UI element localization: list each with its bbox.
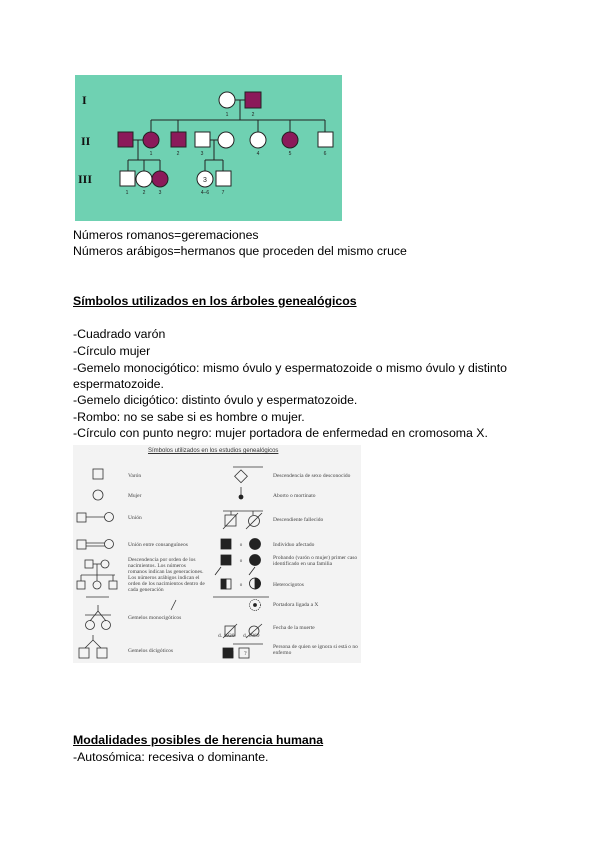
svg-text:5: 5 [288, 151, 292, 157]
symbol-item-monozygotic: -Gemelo monocigótico: mismo óvulo y espermatozoide o mismo óvulo y distinto [73, 361, 507, 375]
pedigree-tree [75, 75, 342, 221]
legend-label-unknown-sex: Descendencia de sexo desconocido [273, 473, 351, 479]
symbols-heading: Símbolos utilizados en los árboles genealógicos [73, 294, 357, 308]
gen2-spouse-female [218, 132, 234, 148]
legend-union-symbol [105, 513, 114, 522]
pedigree-figure [75, 75, 342, 221]
svg-text:3: 3 [203, 177, 207, 184]
svg-text:1: 1 [225, 112, 229, 118]
legend-label-x-carrier: Portadora ligada a X [273, 602, 319, 608]
svg-text:o: o [239, 559, 243, 564]
gen2-male-2 [171, 132, 186, 147]
symbol-item-dizygotic: -Gemelo dicigótico: distinto óvulo y espermatozoide. [73, 393, 358, 407]
legend-label-deceased: Descendiente fallecido [273, 517, 324, 523]
symbol-item-monozygotic-cont: espermatozoide. [73, 377, 164, 391]
svg-text:6: 6 [323, 151, 327, 157]
gen2-male-6 [318, 132, 333, 147]
symbols-legend-figure [73, 445, 361, 663]
legend-question-mark: ? [244, 651, 247, 657]
svg-text:7: 7 [221, 190, 225, 196]
legend-death-date-2: d. 1969 [243, 633, 260, 639]
svg-text:2: 2 [142, 190, 146, 196]
legend-label-offspring-order: Descendencia por orden de los nacimientos. Los números romanos indican las generaciones. Los números arábigos indican el orden de los nacimientos dentro de cada generación [128, 557, 205, 593]
legend-label-unknown-status: Persona de quien se ignora si está o no enfermo [273, 644, 358, 656]
legend-label-dizygotic: Gemelos dicigóticos [128, 648, 174, 654]
legend-label-monozygotic: Gemelos monocigóticos [128, 615, 182, 621]
legend-label-female: Mujer [128, 493, 142, 499]
legend-label-abortion: Aborto o mortinato [273, 493, 316, 499]
legend-death-date-1: d. 1920 [218, 633, 235, 639]
symbol-item-square: -Cuadrado varón [73, 327, 166, 341]
legend-label-male: Varón [128, 473, 142, 479]
generation-label-3: III [78, 172, 93, 186]
symbol-item-carrier: -Círculo con punto negro: mujer portadora de enfermedad en cromosoma X. [73, 426, 488, 440]
legend-male-symbol [93, 469, 103, 479]
symbol-item-rhombus: -Rombo: no se sabe si es hombre o mujer. [73, 410, 305, 424]
svg-text:3: 3 [200, 151, 204, 157]
legend-label-consanguineous: Unión entre consanguíneos [128, 542, 188, 548]
gen2-female-4 [250, 132, 266, 148]
legend-female-symbol [93, 490, 103, 500]
gen2-female-1 [143, 132, 159, 148]
svg-text:o: o [239, 543, 243, 548]
legend-label-proband: Probando (varón o mujer) primer caso identificado en una familia [273, 555, 358, 567]
svg-text:o: o [239, 583, 243, 588]
modes-heading: Modalidades posibles de herencia humana [73, 733, 324, 747]
svg-text:4: 4 [256, 151, 260, 157]
svg-text:4–6: 4–6 [200, 190, 210, 196]
svg-text:1: 1 [125, 190, 129, 196]
svg-text:2: 2 [176, 151, 180, 157]
legend-label-death-date: Fecha de la muerte [273, 625, 315, 631]
caption-roman-numerals: Números romanos=geremaciones [73, 228, 259, 242]
gen2-male-3 [195, 132, 210, 147]
gen2-female-5 [282, 132, 298, 148]
legend-consanguineous-symbol [105, 540, 114, 549]
generation-label-1: I [82, 93, 87, 107]
legend-label-heterozygous: Heterocigotos [273, 582, 304, 588]
gen1-female-1 [219, 92, 235, 108]
gen3-male-1 [120, 171, 135, 186]
generation-label-2: II [81, 134, 91, 148]
svg-text:1: 1 [149, 151, 153, 157]
gen3-male-7 [216, 171, 231, 186]
mode-item-autosomal: -Autosómica: recesiva o dominante. [73, 750, 269, 764]
svg-text:3: 3 [158, 190, 162, 196]
gen2-spouse-male [118, 132, 133, 147]
gen3-female-2 [136, 171, 152, 187]
legend-label-union: Unión [128, 515, 142, 521]
legend-label-affected: Individuo afectado [273, 542, 315, 548]
svg-text:2: 2 [251, 112, 255, 118]
gen3-female-3 [152, 171, 168, 187]
legend-title: Símbolos utilizados en los estudios genealógicos [148, 448, 279, 454]
caption-arabic-numerals: Números arábigos=hermanos que proceden del mismo cruce [73, 244, 407, 258]
symbol-item-circle: -Círculo mujer [73, 344, 151, 358]
legend-symbols [73, 445, 361, 663]
gen1-male-2 [245, 92, 261, 108]
